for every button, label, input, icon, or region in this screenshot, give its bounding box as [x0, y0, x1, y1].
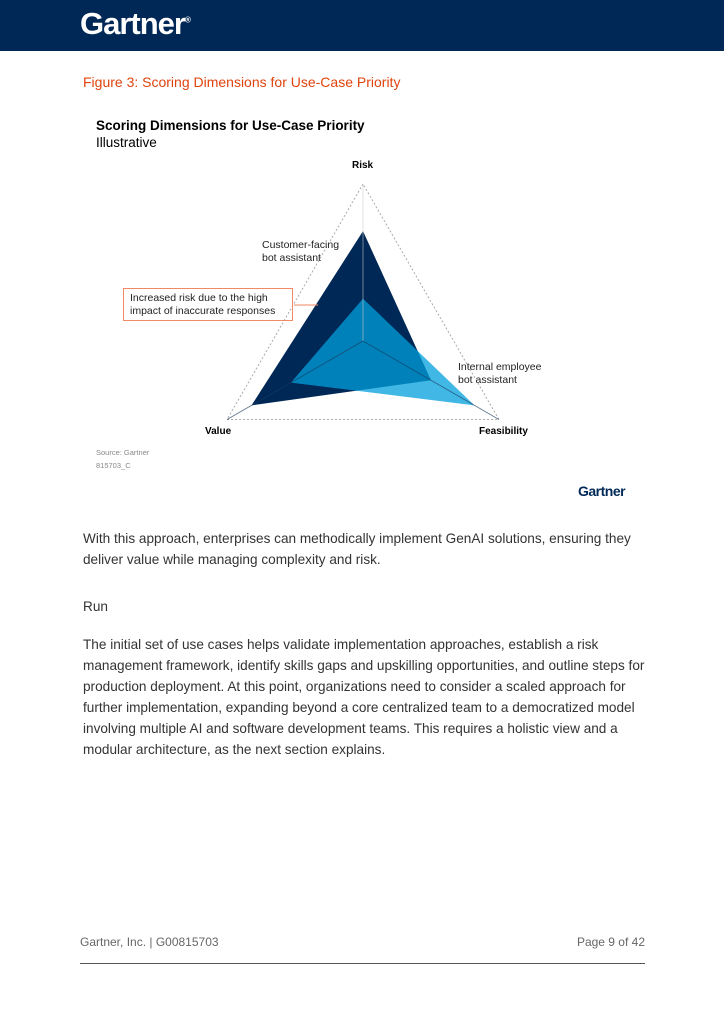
chart-subtitle: Illustrative [96, 135, 157, 150]
paragraph-run: The initial set of use cases helps validate implementation approaches, establish a risk management framework, identify skills gaps and upskilling opportunities, and outline steps for production deployment. At this point, organizations need to consider a scaled approach for further implementation, expanding beyond a core centralized team to a democratized model involving multiple AI and software development teams. This requires a holistic view and a modular architecture, as the next section explains. [83, 637, 645, 757]
series-label-internal: Internal employee bot assistant [458, 361, 542, 386]
footer-doc-id: Gartner, Inc. | G00815703 [80, 935, 219, 949]
footer-page-number: Page 9 of 42 [576, 935, 645, 949]
risk-annotation: Increased risk due to the high impact of inaccurate responses [123, 288, 293, 321]
section-heading-run: Run [83, 599, 108, 614]
chart-title: Scoring Dimensions for Use-Case Priority [96, 118, 365, 133]
paragraph-approach: With this approach, enterprises can methodically implement GenAI solutions, ensuring they deliver value while managing complexity and risk. [83, 531, 631, 567]
axis-label-risk: Risk [352, 160, 374, 171]
figure-caption: Figure 3: Scoring Dimensions for Use-Case Priority [83, 74, 401, 90]
gartner-logo: Gartner® [80, 6, 190, 41]
axis-label-feasibility: Feasibility [479, 426, 528, 437]
figure-source: Source: Gartner [96, 448, 150, 457]
series-label-customer: Customer-facing bot assistant [262, 239, 340, 264]
axis-label-value: Value [205, 426, 232, 437]
footer-divider [80, 963, 645, 964]
figure-id: 815703_C [96, 461, 131, 470]
gartner-small-logo: Gartner [578, 483, 626, 499]
